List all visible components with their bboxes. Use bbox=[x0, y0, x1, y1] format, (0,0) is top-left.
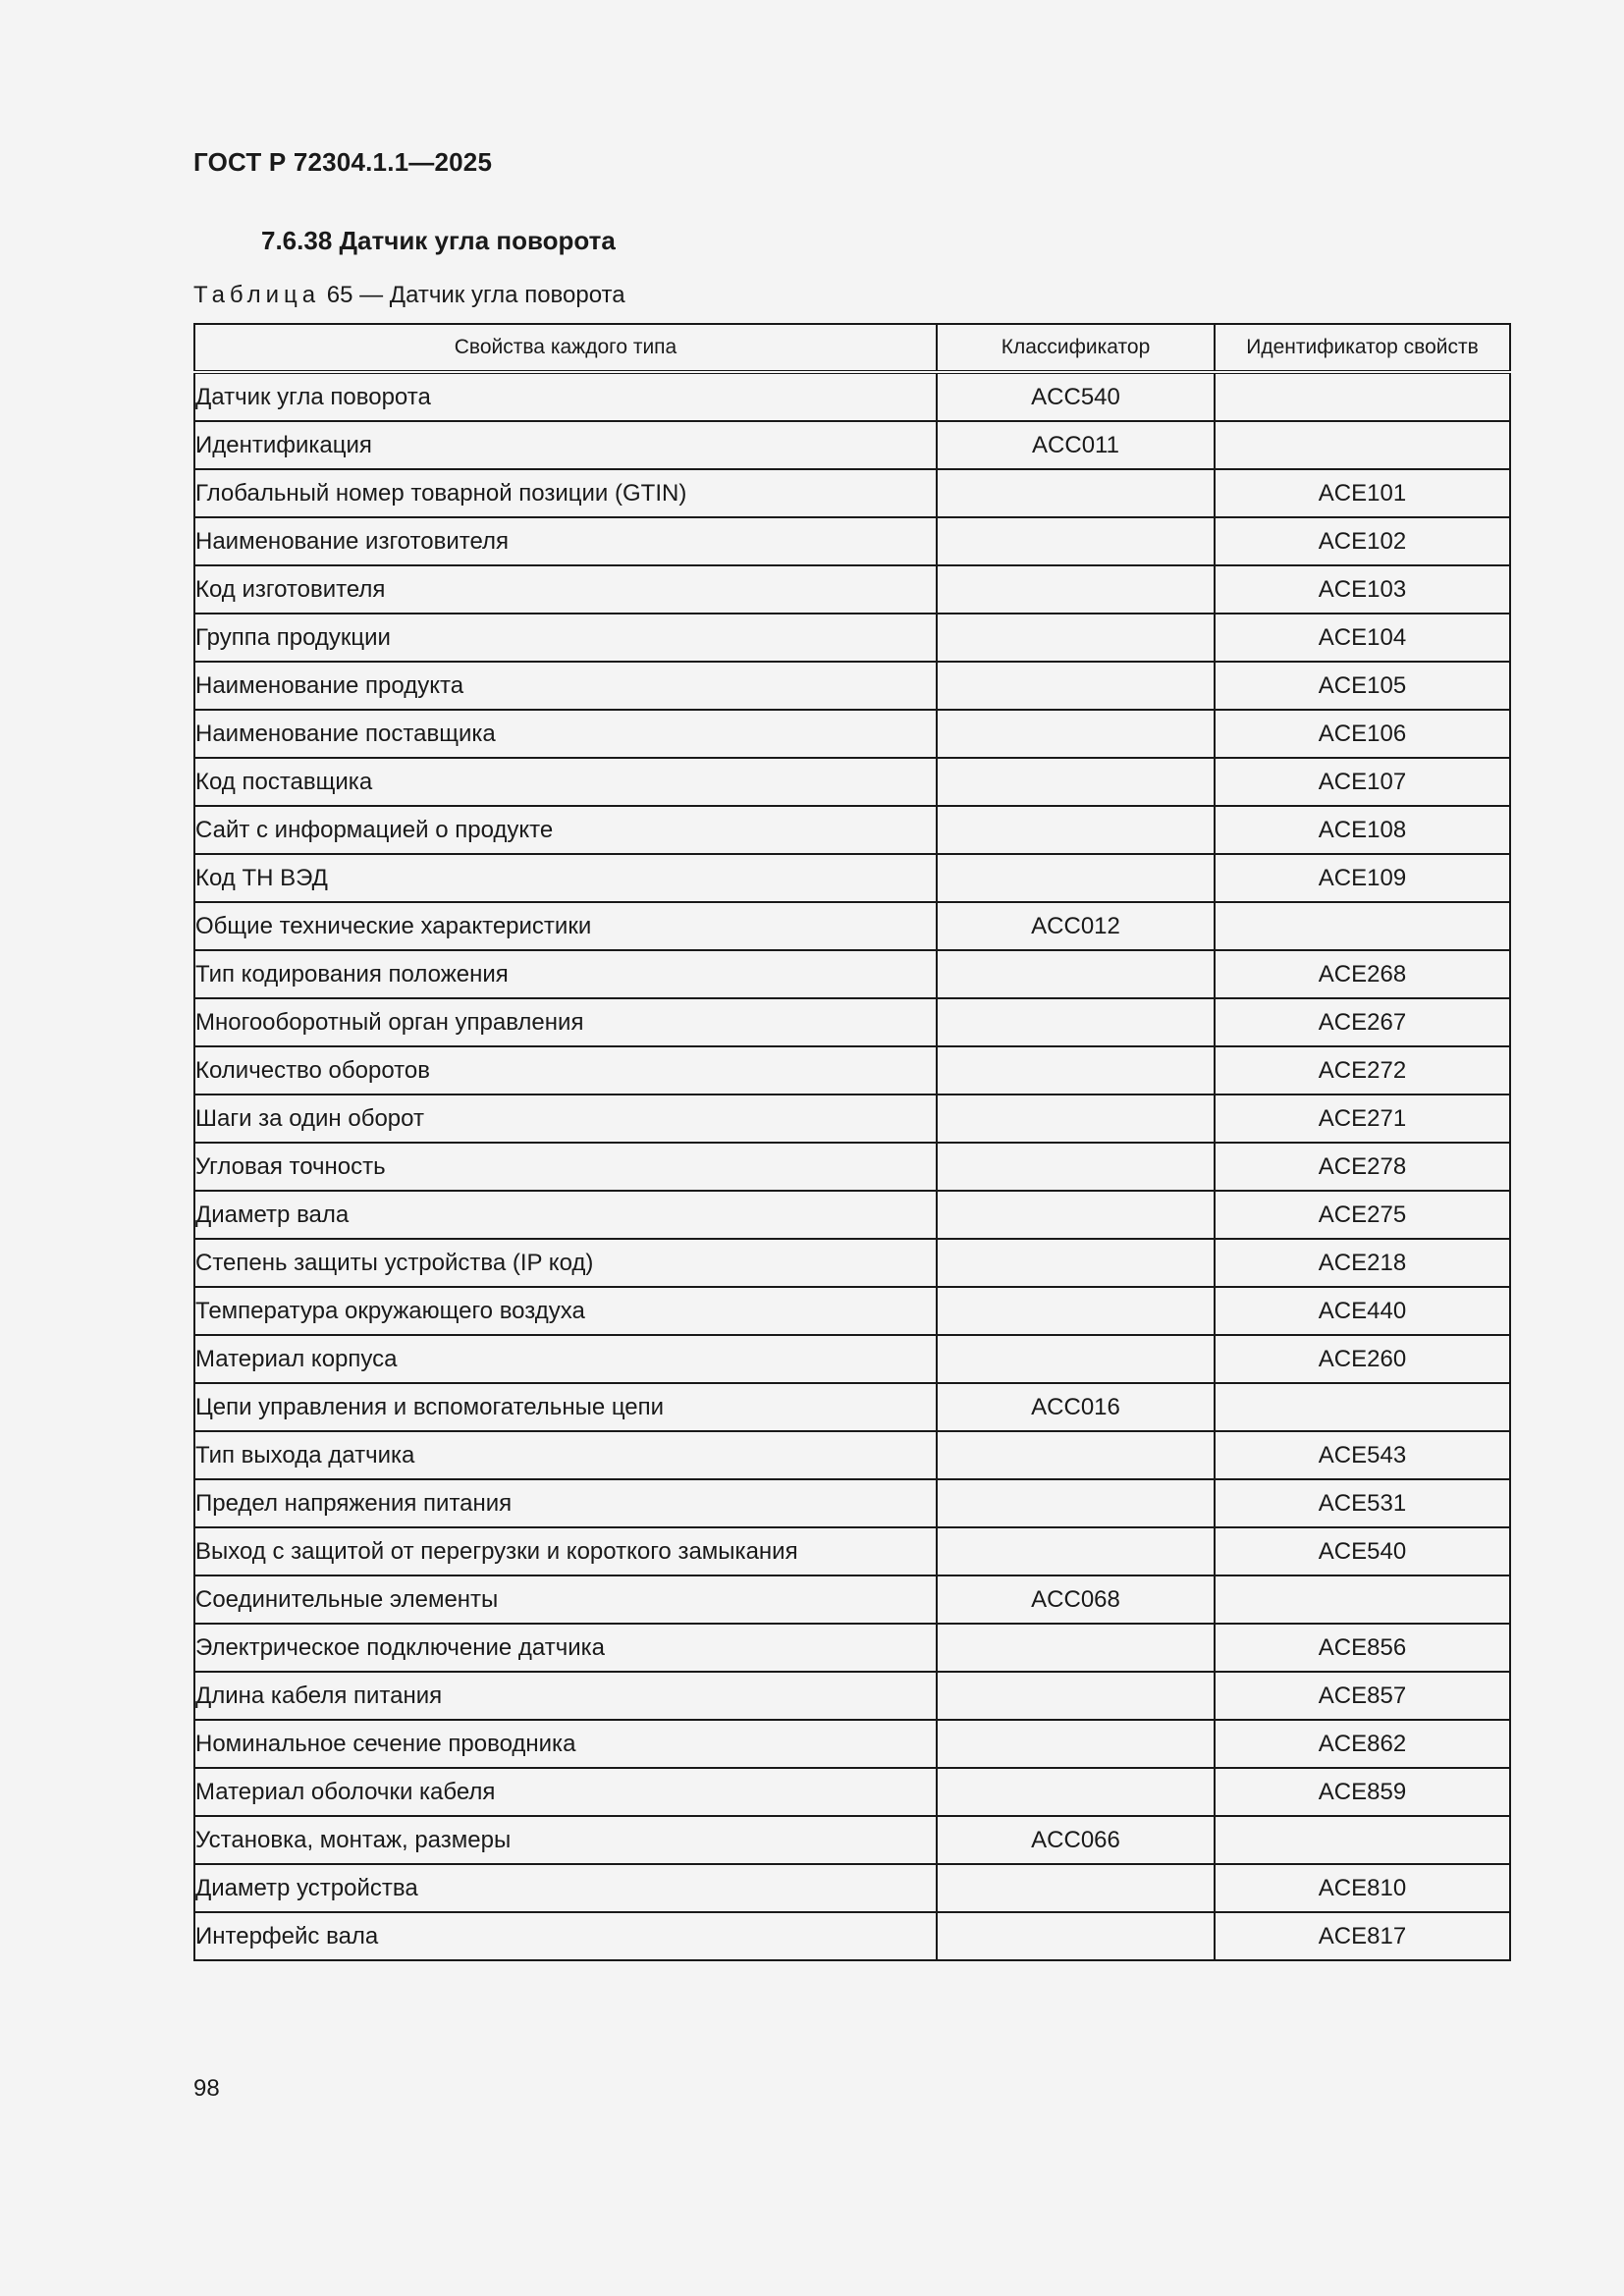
table-row bbox=[194, 1768, 1510, 1816]
row-classifier bbox=[937, 1912, 1215, 1960]
row-property-name: Степень защиты устройства (IP код) bbox=[194, 1239, 937, 1287]
table-row bbox=[194, 950, 1510, 998]
row-identifier: ACE267 bbox=[1215, 998, 1510, 1046]
row-classifier: ACC016 bbox=[937, 1383, 1215, 1431]
row-property-name: Тип выхода датчика bbox=[194, 1431, 937, 1479]
row-identifier: ACE531 bbox=[1215, 1479, 1510, 1527]
table-row bbox=[194, 902, 1510, 950]
row-property-name: Электрическое подключение датчика bbox=[194, 1624, 937, 1672]
table-row bbox=[194, 662, 1510, 710]
row-property-name: Идентификация bbox=[194, 421, 937, 469]
row-identifier bbox=[1215, 372, 1510, 421]
row-property-name: Диаметр устройства bbox=[194, 1864, 937, 1912]
row-identifier: ACE104 bbox=[1215, 614, 1510, 662]
row-identifier bbox=[1215, 1575, 1510, 1624]
column-header-classifier: Классификатор bbox=[937, 324, 1215, 372]
row-identifier bbox=[1215, 1383, 1510, 1431]
row-classifier bbox=[937, 565, 1215, 614]
row-identifier bbox=[1215, 902, 1510, 950]
row-identifier: ACE101 bbox=[1215, 469, 1510, 517]
row-property-name: Угловая точность bbox=[194, 1143, 937, 1191]
table-row bbox=[194, 1624, 1510, 1672]
table-row bbox=[194, 1816, 1510, 1864]
row-classifier bbox=[937, 1095, 1215, 1143]
row-classifier bbox=[937, 1720, 1215, 1768]
row-property-name: Сайт с информацией о продукте bbox=[194, 806, 937, 854]
document-code: ГОСТ Р 72304.1.1—2025 bbox=[193, 147, 493, 177]
section-title: 7.6.38 Датчик угла поворота bbox=[261, 226, 616, 255]
row-identifier: ACE543 bbox=[1215, 1431, 1510, 1479]
row-identifier: ACE106 bbox=[1215, 710, 1510, 758]
row-property-name: Соединительные элементы bbox=[194, 1575, 937, 1624]
row-property-name: Длина кабеля питания bbox=[194, 1672, 937, 1720]
row-identifier: ACE109 bbox=[1215, 854, 1510, 902]
row-classifier bbox=[937, 1046, 1215, 1095]
row-classifier bbox=[937, 1143, 1215, 1191]
row-identifier: ACE857 bbox=[1215, 1672, 1510, 1720]
row-classifier bbox=[937, 806, 1215, 854]
table-row bbox=[194, 1095, 1510, 1143]
row-classifier: ACC012 bbox=[937, 902, 1215, 950]
table-row bbox=[194, 1431, 1510, 1479]
table-header-row bbox=[194, 324, 1510, 372]
row-property-name: Температура окружающего воздуха bbox=[194, 1287, 937, 1335]
row-identifier: ACE268 bbox=[1215, 950, 1510, 998]
row-identifier: ACE862 bbox=[1215, 1720, 1510, 1768]
table-row bbox=[194, 1239, 1510, 1287]
row-property-name: Выход с защитой от перегрузки и короткого замыкания bbox=[194, 1527, 937, 1575]
row-property-name: Наименование изготовителя bbox=[194, 517, 937, 565]
row-classifier: ACC066 bbox=[937, 1816, 1215, 1864]
table-row bbox=[194, 1287, 1510, 1335]
row-identifier: ACE218 bbox=[1215, 1239, 1510, 1287]
row-classifier bbox=[937, 1287, 1215, 1335]
row-identifier: ACE856 bbox=[1215, 1624, 1510, 1672]
row-property-name: Датчик угла поворота bbox=[194, 372, 937, 421]
table-row bbox=[194, 1672, 1510, 1720]
row-property-name: Интерфейс вала bbox=[194, 1912, 937, 1960]
table-row bbox=[194, 1479, 1510, 1527]
table-row bbox=[194, 1527, 1510, 1575]
row-classifier bbox=[937, 1864, 1215, 1912]
row-classifier bbox=[937, 854, 1215, 902]
row-property-name: Номинальное сечение проводника bbox=[194, 1720, 937, 1768]
row-classifier bbox=[937, 1431, 1215, 1479]
table-row bbox=[194, 517, 1510, 565]
row-property-name: Предел напряжения питания bbox=[194, 1479, 937, 1527]
row-classifier bbox=[937, 1527, 1215, 1575]
table-row bbox=[194, 1335, 1510, 1383]
row-classifier: ACC068 bbox=[937, 1575, 1215, 1624]
table-row bbox=[194, 1575, 1510, 1624]
properties-table bbox=[193, 323, 1511, 1961]
row-classifier bbox=[937, 662, 1215, 710]
row-identifier: ACE105 bbox=[1215, 662, 1510, 710]
row-identifier: ACE440 bbox=[1215, 1287, 1510, 1335]
row-identifier: ACE271 bbox=[1215, 1095, 1510, 1143]
row-property-name: Количество оборотов bbox=[194, 1046, 937, 1095]
table-row bbox=[194, 1046, 1510, 1095]
row-classifier bbox=[937, 710, 1215, 758]
row-classifier: ACC011 bbox=[937, 421, 1215, 469]
row-classifier bbox=[937, 998, 1215, 1046]
table-row bbox=[194, 758, 1510, 806]
table-row bbox=[194, 806, 1510, 854]
row-classifier bbox=[937, 1239, 1215, 1287]
row-property-name: Код ТН ВЭД bbox=[194, 854, 937, 902]
row-classifier bbox=[937, 950, 1215, 998]
table-row bbox=[194, 1720, 1510, 1768]
row-identifier bbox=[1215, 421, 1510, 469]
table-row bbox=[194, 1912, 1510, 1960]
row-property-name: Многооборотный орган управления bbox=[194, 998, 937, 1046]
row-classifier bbox=[937, 1672, 1215, 1720]
row-property-name: Шаги за один оборот bbox=[194, 1095, 937, 1143]
table-row bbox=[194, 1864, 1510, 1912]
table-row bbox=[194, 1143, 1510, 1191]
row-classifier: ACC540 bbox=[937, 372, 1215, 421]
table-row bbox=[194, 565, 1510, 614]
row-property-name: Установка, монтаж, размеры bbox=[194, 1816, 937, 1864]
table-row bbox=[194, 998, 1510, 1046]
row-property-name: Общие технические характеристики bbox=[194, 902, 937, 950]
table-caption-label: Таблица bbox=[193, 282, 321, 308]
table-row bbox=[194, 710, 1510, 758]
row-identifier: ACE859 bbox=[1215, 1768, 1510, 1816]
row-property-name: Код изготовителя bbox=[194, 565, 937, 614]
column-header-identifier: Идентификатор свойств bbox=[1215, 324, 1510, 372]
row-property-name: Группа продукции bbox=[194, 614, 937, 662]
row-property-name: Цепи управления и вспомогательные цепи bbox=[194, 1383, 937, 1431]
row-classifier bbox=[937, 1479, 1215, 1527]
row-identifier: ACE108 bbox=[1215, 806, 1510, 854]
column-header-properties: Свойства каждого типа bbox=[194, 324, 937, 372]
row-property-name: Материал корпуса bbox=[194, 1335, 937, 1383]
row-identifier: ACE260 bbox=[1215, 1335, 1510, 1383]
table-caption-text: 65 — Датчик угла поворота bbox=[320, 282, 625, 308]
table-row bbox=[194, 372, 1510, 421]
page-number: 98 bbox=[193, 2075, 220, 2102]
row-identifier: ACE540 bbox=[1215, 1527, 1510, 1575]
row-property-name: Наименование поставщика bbox=[194, 710, 937, 758]
row-identifier: ACE810 bbox=[1215, 1864, 1510, 1912]
row-classifier bbox=[937, 1768, 1215, 1816]
row-property-name: Диаметр вала bbox=[194, 1191, 937, 1239]
row-classifier bbox=[937, 517, 1215, 565]
row-identifier: ACE102 bbox=[1215, 517, 1510, 565]
row-property-name: Наименование продукта bbox=[194, 662, 937, 710]
table-row bbox=[194, 854, 1510, 902]
row-classifier bbox=[937, 1624, 1215, 1672]
row-property-name: Материал оболочки кабеля bbox=[194, 1768, 937, 1816]
row-property-name: Тип кодирования положения bbox=[194, 950, 937, 998]
table-row bbox=[194, 1383, 1510, 1431]
row-identifier: ACE817 bbox=[1215, 1912, 1510, 1960]
row-identifier bbox=[1215, 1816, 1510, 1864]
table-caption bbox=[193, 282, 625, 309]
row-identifier: ACE103 bbox=[1215, 565, 1510, 614]
row-classifier bbox=[937, 1335, 1215, 1383]
row-classifier bbox=[937, 1191, 1215, 1239]
table-body bbox=[194, 372, 1510, 1960]
table-row bbox=[194, 1191, 1510, 1239]
row-property-name: Глобальный номер товарной позиции (GTIN) bbox=[194, 469, 937, 517]
row-identifier: ACE272 bbox=[1215, 1046, 1510, 1095]
table-row bbox=[194, 614, 1510, 662]
row-property-name: Код поставщика bbox=[194, 758, 937, 806]
row-classifier bbox=[937, 469, 1215, 517]
row-identifier: ACE107 bbox=[1215, 758, 1510, 806]
row-identifier: ACE275 bbox=[1215, 1191, 1510, 1239]
table-row bbox=[194, 469, 1510, 517]
table-row bbox=[194, 421, 1510, 469]
row-identifier: ACE278 bbox=[1215, 1143, 1510, 1191]
row-classifier bbox=[937, 758, 1215, 806]
row-classifier bbox=[937, 614, 1215, 662]
